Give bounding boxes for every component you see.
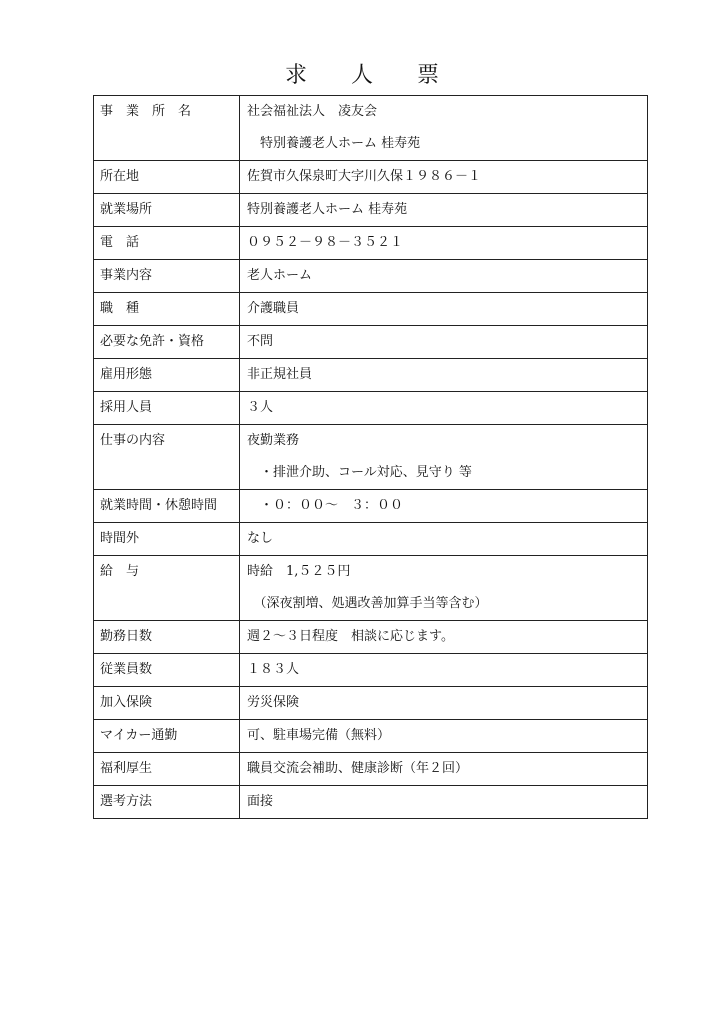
- table-row: [94, 753, 648, 786]
- title-char: 人: [350, 63, 373, 88]
- value-line: 夜勤業務: [247, 433, 300, 448]
- value-line: 特別養護老人ホーム 桂寿苑: [247, 136, 421, 151]
- table-row: [94, 523, 648, 556]
- table-row: [94, 490, 648, 523]
- row-value: [240, 425, 648, 490]
- row-value: ０９５２－９８－３５２１: [240, 227, 648, 260]
- row-value: 老人ホーム: [240, 260, 648, 293]
- row-label: 勤務日数: [94, 621, 240, 654]
- table-row: [94, 161, 648, 194]
- document-title: [0, 58, 724, 89]
- title-char: 票: [417, 63, 440, 88]
- value-line: ・排泄介助、コール対応、見守り 等: [247, 465, 472, 480]
- row-value: 面接: [240, 786, 648, 819]
- table-row: [94, 687, 648, 720]
- row-value: ３人: [240, 392, 648, 425]
- table-row: [94, 194, 648, 227]
- row-value: 不問: [240, 326, 648, 359]
- table-row: [94, 654, 648, 687]
- row-label: 時間外: [94, 523, 240, 556]
- row-value: 可、駐車場完備（無料）: [240, 720, 648, 753]
- row-label: 必要な免許・資格: [94, 326, 240, 359]
- table-row: [94, 359, 648, 392]
- row-label: 加入保険: [94, 687, 240, 720]
- title-char: 求: [284, 63, 307, 88]
- table-row: [94, 425, 648, 490]
- table-row: [94, 556, 648, 621]
- row-value: 週２～３日程度 相談に応じます。: [240, 621, 648, 654]
- row-label: 電 話: [94, 227, 240, 260]
- table-row: [94, 621, 648, 654]
- row-value: 労災保険: [240, 687, 648, 720]
- row-label: 就業場所: [94, 194, 240, 227]
- table-row: [94, 260, 648, 293]
- table-row: [94, 720, 648, 753]
- row-label: 福利厚生: [94, 753, 240, 786]
- row-value: [240, 556, 648, 621]
- row-label: 従業員数: [94, 654, 240, 687]
- row-label: マイカー通勤: [94, 720, 240, 753]
- table-row: [94, 392, 648, 425]
- row-value: 介護職員: [240, 293, 648, 326]
- row-value: 特別養護老人ホーム 桂寿苑: [240, 194, 648, 227]
- row-value: [240, 96, 648, 161]
- row-value: ・０：００～ ３：００: [240, 490, 648, 523]
- row-label: 事 業 所 名: [94, 96, 240, 161]
- row-value: 職員交流会補助、健康診断（年２回）: [240, 753, 648, 786]
- table-row: [94, 227, 648, 260]
- row-label: 仕事の内容: [94, 425, 240, 490]
- table-row: [94, 293, 648, 326]
- row-value: 非正規社員: [240, 359, 648, 392]
- row-label: 就業時間・休憩時間: [94, 490, 240, 523]
- row-label: 選考方法: [94, 786, 240, 819]
- value-line: 時給 1,５２５円: [247, 564, 351, 579]
- row-label: 所在地: [94, 161, 240, 194]
- table-row: [94, 326, 648, 359]
- job-offer-table: [93, 95, 648, 819]
- row-label: 職 種: [94, 293, 240, 326]
- row-value: １８３人: [240, 654, 648, 687]
- row-label: 給 与: [94, 556, 240, 621]
- table-row: [94, 96, 648, 161]
- row-label: 雇用形態: [94, 359, 240, 392]
- value-line: 社会福祉法人 凌友会: [247, 104, 378, 119]
- table-row: [94, 786, 648, 819]
- value-line: （深夜割増、処遇改善加算手当等含む）: [247, 596, 488, 611]
- row-label: 事業内容: [94, 260, 240, 293]
- row-value: 佐賀市久保泉町大字川久保１９８６－１: [240, 161, 648, 194]
- row-label: 採用人員: [94, 392, 240, 425]
- row-value: なし: [240, 523, 648, 556]
